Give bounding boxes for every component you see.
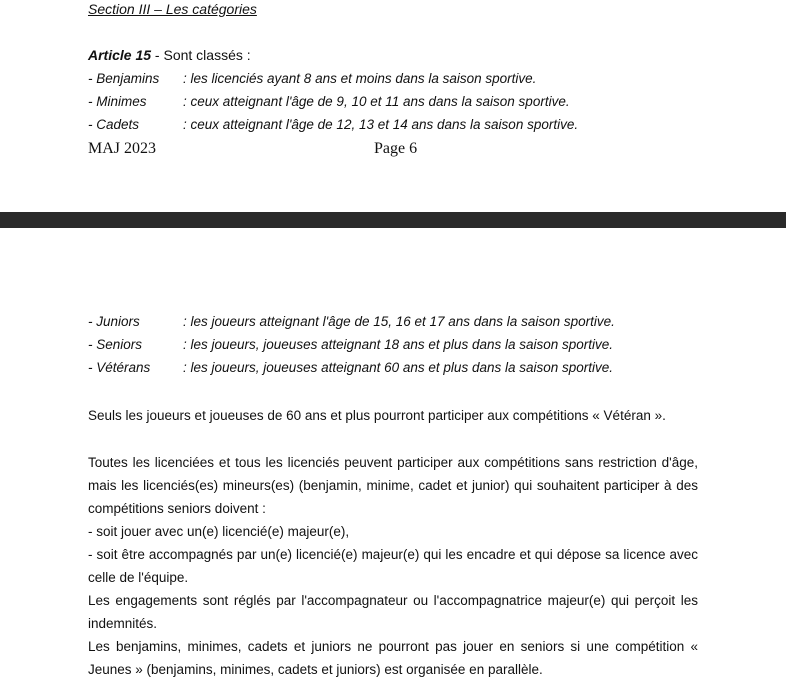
- category-name: - Benjamins: [88, 71, 160, 86]
- category-name: - Cadets: [88, 117, 140, 132]
- paragraph: - soit être accompagnés par un(e) licencié(e) majeur(e) qui les encadre et qui dépose sa licence avec celle de l'équipe.: [88, 547, 698, 585]
- document-page-top: [0, 0, 786, 212]
- paragraph: - soit jouer avec un(e) licencié(e) majeur(e),: [88, 524, 350, 539]
- article-label: Article 15: [88, 47, 152, 63]
- rules-block: [88, 451, 698, 681]
- footer-page-number: Page 6: [374, 140, 418, 157]
- category-desc: : les licenciés ayant 8 ans et moins dans la saison sportive.: [183, 71, 537, 86]
- category-name: - Vétérans: [88, 360, 151, 375]
- paragraph: Toutes les licenciées et tous les licenciés peuvent participer aux compétitions sans restriction d'âge, mais les licenciés(es) mineurs(es) (benjamin, minime, cadet et junior) qui souhaitent participer à des compétitions seniors doivent :: [88, 455, 698, 516]
- article-heading: [88, 47, 251, 63]
- paragraph: Les engagements sont réglés par l'accompagnateur ou l'accompagnatrice majeur(e) qui perçoit les indemnités.: [88, 593, 698, 631]
- category-desc: : les joueurs atteignant l'âge de 15, 16 et 17 ans dans la saison sportive.: [183, 314, 615, 329]
- paragraph: Les benjamins, minimes, cadets et juniors ne pourront pas jouer en seniors si une compétition « Jeunes » (benjamins, minimes, cadets et juniors) est organisée en parallèle.: [88, 639, 698, 677]
- section-title: Section III – Les catégories: [88, 1, 257, 17]
- article-text: - Sont classés :: [151, 47, 251, 63]
- document-page-bottom: [0, 228, 786, 680]
- footer-update-date: MAJ 2023: [88, 140, 157, 157]
- category-desc: : les joueurs, joueuses atteignant 60 ans et plus dans la saison sportive.: [183, 360, 614, 375]
- veteran-note: [88, 404, 698, 427]
- category-desc: : les joueurs, joueuses atteignant 18 ans et plus dans la saison sportive.: [183, 337, 614, 352]
- category-name: - Juniors: [88, 314, 140, 329]
- category-desc: : ceux atteignant l'âge de 12, 13 et 14 ans dans la saison sportive.: [183, 117, 579, 132]
- category-name: - Minimes: [88, 94, 147, 109]
- category-desc: : ceux atteignant l'âge de 9, 10 et 11 ans dans la saison sportive.: [183, 94, 570, 109]
- category-name: - Seniors: [88, 337, 143, 352]
- paragraph: Seuls les joueurs et joueuses de 60 ans et plus pourront participer aux compétitions « Vétéran ».: [88, 408, 666, 423]
- page-divider: [0, 212, 786, 228]
